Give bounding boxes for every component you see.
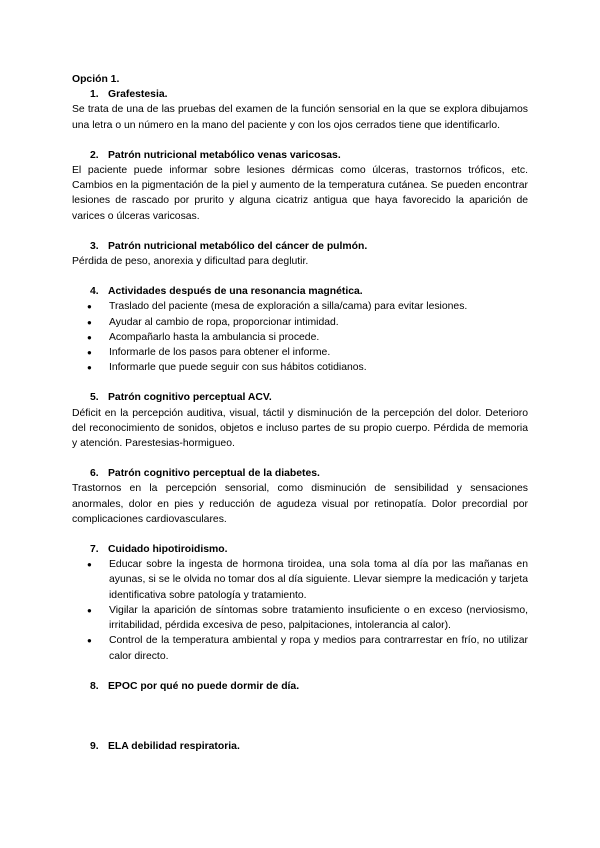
section-number: 6.	[90, 468, 99, 480]
option-title: Opción 1.	[72, 74, 120, 85]
section-1	[72, 87, 528, 133]
document-body	[72, 72, 528, 754]
section-6	[72, 466, 528, 527]
section-9	[72, 739, 528, 754]
section-title: EPOC por qué no puede dormir de día.	[108, 680, 300, 692]
section-number: 2.	[90, 149, 99, 161]
section-number: 8.	[90, 680, 99, 692]
section-7	[72, 542, 528, 664]
list-item: ● Control de la temperatura ambiental y ropa y medios para contrarrestar en frío, no utilizar calor directo.	[72, 633, 528, 663]
section-heading	[72, 542, 528, 557]
section-5	[72, 390, 528, 451]
section-heading	[72, 466, 528, 481]
section-heading	[72, 148, 528, 163]
section-3	[72, 239, 528, 269]
list-item: ● Informarle que puede seguir con sus hábitos cotidianos.	[72, 360, 528, 375]
list-item: ● Traslado del paciente (mesa de exploración a silla/cama) para evitar lesiones.	[72, 299, 528, 314]
list-item: ● Educar sobre la ingesta de hormona tiroidea, una sola toma al día por las mañanas en ayunas, si se le olvida no tomar dos al día siguiente. Llevar siempre la medicación y tarjeta identificativa sobre patología y tratamiento.	[72, 557, 528, 603]
section-title: Grafestesia.	[108, 89, 168, 101]
section-number: 7.	[90, 544, 99, 556]
section-number: 9.	[90, 740, 99, 752]
section-text: Se trata de una de las pruebas del examen de la función sensorial en la que se explora dibujamos una letra o un número en la mano del paciente y con los ojos cerrados tiene que identificarlo.	[72, 104, 528, 131]
section-heading	[72, 679, 528, 694]
list-item: ● Vigilar la aparición de síntomas sobre tratamiento insuficiente o en exceso (nerviosismo, irritabilidad, pérdida excesiva de peso, palpitaciones, intolerancia al calor).	[72, 603, 528, 633]
section-title: Patrón nutricional metabólico venas varicosas.	[108, 149, 341, 161]
section-text: Déficit en la percepción auditiva, visual, táctil y disminución de la percepción del dolor. Deterioro del reconocimiento de sonidos, objetos e incluso partes de su propio cuerpo. Pérdida de memoria y atención. Parestesias-hormigueo.	[72, 407, 528, 450]
section-text: El paciente puede informar sobre lesiones dérmicas como úlceras, trastornos tróficos, etc. Cambios en la pigmentación de la piel y aumento de la temperatura cutánea. Se pueden encontrar lesiones de rascado por prurito y alguna cicatriz antigua que haya favorecido la aparición de varices o úlceras varicosas.	[72, 165, 528, 222]
section-text: Pérdida de peso, anorexia y dificultad para deglutir.	[72, 256, 309, 268]
section-2	[72, 148, 528, 224]
section-number: 3.	[90, 240, 99, 252]
section-text: Trastornos en la percepción sensorial, como disminución de sensibilidad y sensaciones anormales, dolor en pies y reducción de agudeza visual por retinopatía. Dolor precordial por complicaciones cardiovasculares.	[72, 483, 528, 525]
section-8	[72, 679, 528, 694]
section-number: 5.	[90, 392, 99, 404]
section-heading	[72, 239, 528, 254]
section-heading	[72, 87, 528, 102]
section-title: Patrón cognitivo perceptual ACV.	[108, 392, 272, 404]
list-item: ● Ayudar al cambio de ropa, proporcionar intimidad.	[72, 315, 528, 330]
section-4	[72, 284, 528, 375]
section-heading	[72, 390, 528, 405]
section-number: 4.	[90, 286, 99, 298]
section-title: ELA debilidad respiratoria.	[108, 740, 240, 752]
section-title: Patrón nutricional metabólico del cáncer de pulmón.	[108, 240, 368, 252]
bullet-list	[72, 557, 528, 663]
section-number: 1.	[90, 89, 99, 101]
list-item: ● Informarle de los pasos para obtener el informe.	[72, 345, 528, 360]
section-title: Patrón cognitivo perceptual de la diabetes.	[108, 468, 320, 480]
section-heading	[72, 739, 528, 754]
section-title: Cuidado hipotiroidismo.	[108, 544, 228, 556]
bullet-list	[72, 299, 528, 375]
section-title: Actividades después de una resonancia magnética.	[108, 286, 363, 298]
list-item: ● Acompañarlo hasta la ambulancia si procede.	[72, 330, 528, 345]
section-heading	[72, 284, 528, 299]
